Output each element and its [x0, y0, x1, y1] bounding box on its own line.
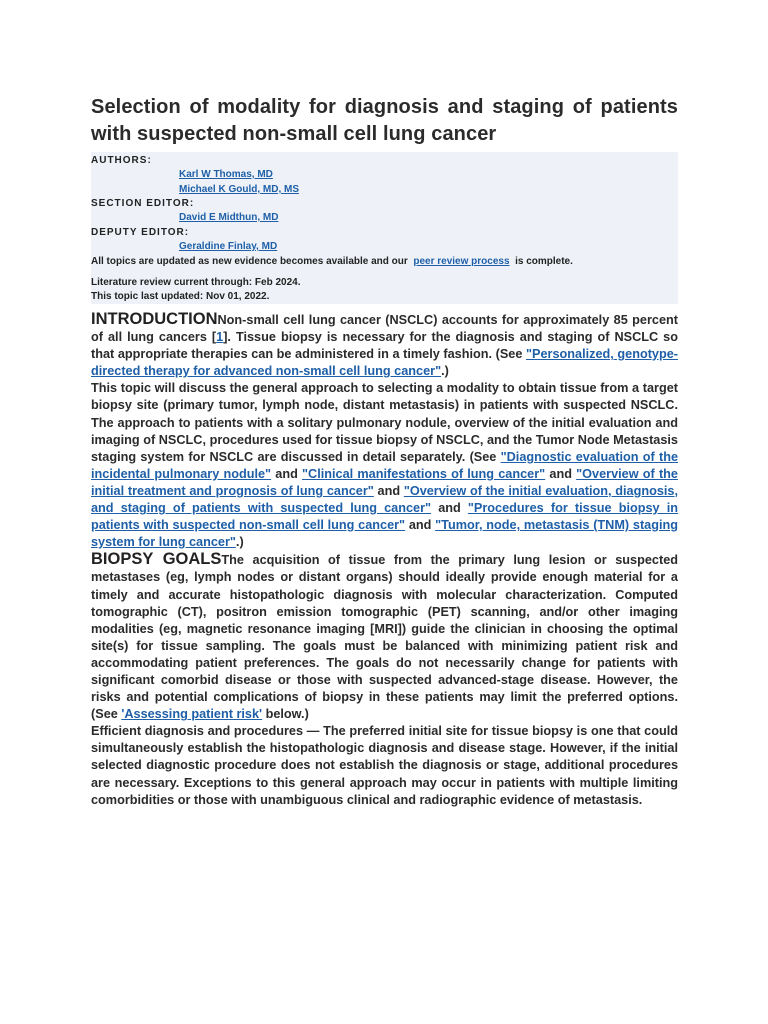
- authors-label: AUTHORS:: [91, 155, 152, 166]
- section-heading-biopsy-goals: BIOPSY GOALS: [91, 550, 222, 569]
- conjunction: and: [405, 518, 436, 533]
- biopsy-text: below.): [262, 707, 309, 722]
- intro-paragraph-2: [91, 380, 678, 551]
- last-updated-date: This topic last updated: Nov 01, 2022.: [91, 291, 270, 302]
- biopsy-paragraph-1: [91, 551, 678, 723]
- author-link[interactable]: Karl W Thomas, MD: [179, 169, 273, 180]
- deputy-editor-label: DEPUTY EDITOR:: [91, 227, 190, 238]
- conjunction: and: [373, 483, 404, 498]
- intro-text: ]. Tissue biopsy is necessary for the diagnosis and staging of NSCLC so that appropriate therapies can be administered in a timely fashion. (See: [91, 330, 678, 362]
- intro-text: Non-small cell lung cancer (NSCLC) accounts for approximately 85 percent of all lung cancers [: [91, 313, 678, 345]
- link-overview-evaluation[interactable]: "Overview of the initial evaluation, diagnosis, and staging of patients with suspected lung cancer": [91, 483, 678, 516]
- link-biopsy-procedures[interactable]: "Procedures for tissue biopsy in patients with suspected non-small cell lung cancer": [91, 501, 678, 533]
- author-link[interactable]: Michael K Gould, MD, MS: [179, 184, 300, 195]
- intro-text: This topic will discuss the general approach to selecting a modality to obtain tissue from a target biopsy site (primary tumor, lymph node, distant metastasis) in patients with suspected NSCLC. The approach to patients with a solitary pulmonary nodule, overview of the initial evaluation and imaging of NSCLC, procedures used for tissue biopsy of NSCLC, and the Tumor Node Metastasis staging system for NSCLC are discussed in detail separately. (See: [91, 381, 678, 464]
- section-editor-link[interactable]: David E Midthun, MD: [179, 212, 279, 223]
- link-tnm-staging[interactable]: "Tumor, node, metastasis (TNM) staging system for lung cancer": [91, 518, 679, 550]
- update-note-text-end: is complete.: [515, 256, 573, 267]
- update-note: [91, 256, 573, 267]
- link-incidental-nodule[interactable]: "Diagnostic evaluation of the incidental pulmonary nodule": [91, 449, 678, 481]
- article-metadata: [91, 152, 678, 304]
- intro-paragraph-1: [91, 311, 678, 380]
- conjunction: and: [431, 501, 468, 516]
- section-editor-label: SECTION EDITOR:: [91, 198, 195, 209]
- link-assessing-risk[interactable]: 'Assessing patient risk': [121, 707, 263, 722]
- section-heading-introduction: INTRODUCTION: [91, 310, 218, 328]
- link-overview-treatment[interactable]: "Overview of the initial treatment and prognosis of lung cancer": [91, 466, 678, 498]
- peer-review-link[interactable]: peer review process: [413, 256, 510, 267]
- intro-text: .): [441, 364, 449, 379]
- article-body: [91, 311, 678, 809]
- page-title: Selection of modality for diagnosis and staging of patients with suspected non-small cell lung cancer: [91, 96, 678, 145]
- conjunction: and: [271, 466, 303, 481]
- biopsy-text: The acquisition of tissue from the primary lung lesion or suspected metastases (eg, lymph nodes or distant organs) should ideally provide enough material for a timely and accurate histopathologic diagnosis with molecular characterization. Computed tomographic (CT), positron emission tomographic (PET) scanning, and/or other imaging modalities (eg, magnetic resonance imaging [MRI]) guide the clinician in choosing the optimal site(s) for tissue sampling. The goals must be balanced with minimizing patient risk and accommodating patient preferences. The goals do not necessarily change for patients with significant comorbid disease or those with suspected advanced-stage disease. However, the risks and potential complications of biopsy in these patients may limit the preferred options. (See: [91, 553, 678, 722]
- link-clinical-manifestations[interactable]: "Clinical manifestations of lung cancer": [302, 466, 546, 481]
- link-personalized-therapy[interactable]: "Personalized, genotype-directed therapy for advanced non-small cell lung cancer": [91, 347, 679, 379]
- literature-review-date: Literature review current through: Feb 2024.: [91, 277, 301, 288]
- deputy-editor-link[interactable]: Geraldine Finlay, MD: [179, 241, 278, 252]
- intro-text: .): [235, 535, 244, 550]
- conjunction: and: [545, 466, 577, 481]
- update-note-text: All topics are updated as new evidence becomes available and our: [91, 256, 408, 267]
- biopsy-paragraph-2: Efficient diagnosis and procedures — The preferred initial site for tissue biopsy is one that could simultaneously establish the histopathologic diagnosis and disease stage. However, if the initial selected diagnostic procedure does not establish the diagnosis or stage, additional procedures are necessary. Exceptions to this general approach may occur in patients with multiple limiting comorbidities or those with unambiguous clinical and radiographic evidence of metastasis.: [91, 724, 678, 807]
- reference-link[interactable]: 1: [216, 330, 224, 345]
